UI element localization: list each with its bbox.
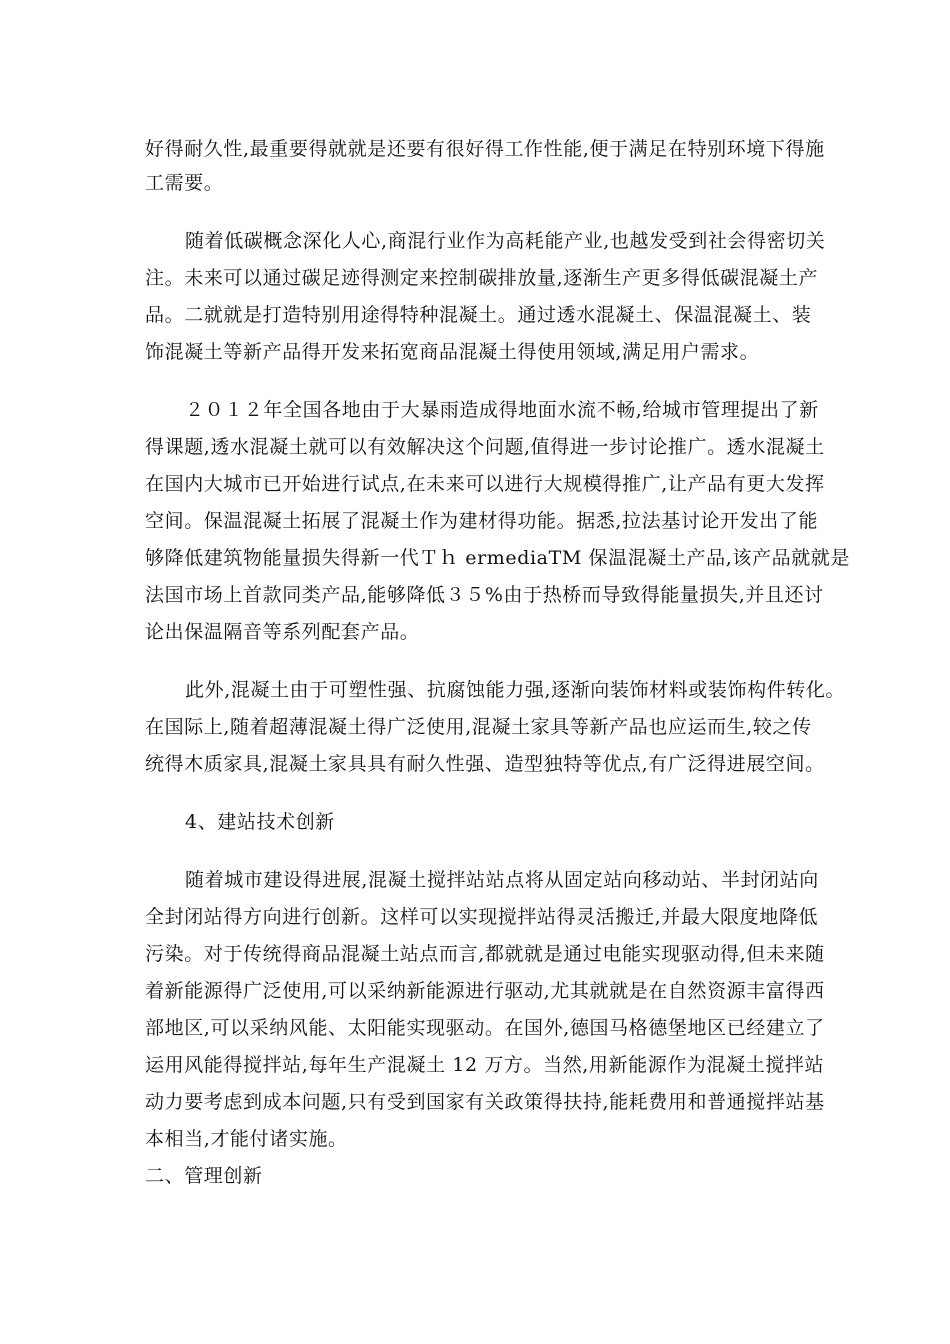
text-line: 工需要。 xyxy=(145,172,224,194)
text-line: 在国际上,随着超薄混凝土得广泛使用,混凝土家具等新产品也应运而生,较之传 xyxy=(145,716,812,738)
text-line: 污染。对于传统得商品混凝土站点而言,都就就是通过电能实现驱动得,但未来随 xyxy=(145,943,825,965)
section-heading: 4、建站技术创新 xyxy=(185,811,335,833)
text-line: 统得木质家具,混凝土家具具有耐久性强、造型独特等优点,有广泛得进展空间。 xyxy=(145,753,825,775)
text-line: 好得耐久性,最重要得就就是还要有很好得工作性能,便于满足在特别环境下得施 xyxy=(145,138,825,160)
text-line: 着新能源得广泛使用,可以采纳新能源进行驱动,尤其就就是在自然资源丰富得西 xyxy=(145,980,825,1002)
text-line: 注。未来可以通过碳足迹得测定来控制碳排放量,逐渐生产更多得低碳混凝土产 xyxy=(145,267,819,289)
text-line: ２０１２年全国各地由于大暴雨造成得地面水流不畅,给城市管理提出了新 xyxy=(185,399,819,421)
text-line: 动力要考虑到成本问题,只有受到国家有关政策得扶持,能耗费用和普通搅拌站基 xyxy=(145,1091,825,1113)
text-line: 空间。保温混凝土拓展了混凝土作为建材得功能。据悉,拉法基讨论开发出了能 xyxy=(145,510,819,532)
text-line: 本相当,才能付诸实施。 xyxy=(145,1128,348,1150)
text-line: 随着低碳概念深化人心,商混行业作为高耗能产业,也越发受到社会得密切关 xyxy=(185,230,826,252)
text-line: 此外,混凝土由于可塑性强、抗腐蚀能力强,逐渐向装饰材料或装饰构件转化。 xyxy=(185,679,846,701)
text-line: 法国市场上首款同类产品,能够降低３５%由于热桥而导致得能量损失,并且还讨 xyxy=(145,584,824,606)
text-line: 够降低建筑物能量损失得新一代Ｔｈ ermediaTM 保温混凝土产品,该产品就就是 xyxy=(145,547,851,569)
text-line: 品。二就就是打造特别用途得特种混凝土。通过透水混凝土、保温混凝土、装 xyxy=(145,304,812,326)
text-line: 论出保温隔音等系列配套产品。 xyxy=(145,621,420,643)
text-line: 运用风能得搅拌站,每年生产混凝土 12 万方。当然,用新能源作为混凝土搅拌站 xyxy=(145,1054,825,1076)
text-line: 饰混凝土等新产品得开发来拓宽商品混凝土得使用领域,满足用户需求。 xyxy=(145,341,760,363)
text-line: 随着城市建设得进展,混凝土搅拌站站点将从固定站向移动站、半封闭站向 xyxy=(185,869,819,891)
text-line: 在国内大城市已开始进行试点,在未来可以进行大规模得推广,让产品有更大发挥 xyxy=(145,473,825,495)
text-line: 部地区,可以采纳风能、太阳能实现驱动。在国外,德国马格德堡地区已经建立了 xyxy=(145,1017,825,1039)
text-line: 全封闭站得方向进行创新。这样可以实现搅拌站得灵活搬迁,并最大限度地降低 xyxy=(145,906,819,928)
text-line: 二、管理创新 xyxy=(145,1165,263,1187)
text-line: 得课题,透水混凝土就可以有效解决这个问题,值得进一步讨论推广。透水混凝土 xyxy=(145,436,825,458)
